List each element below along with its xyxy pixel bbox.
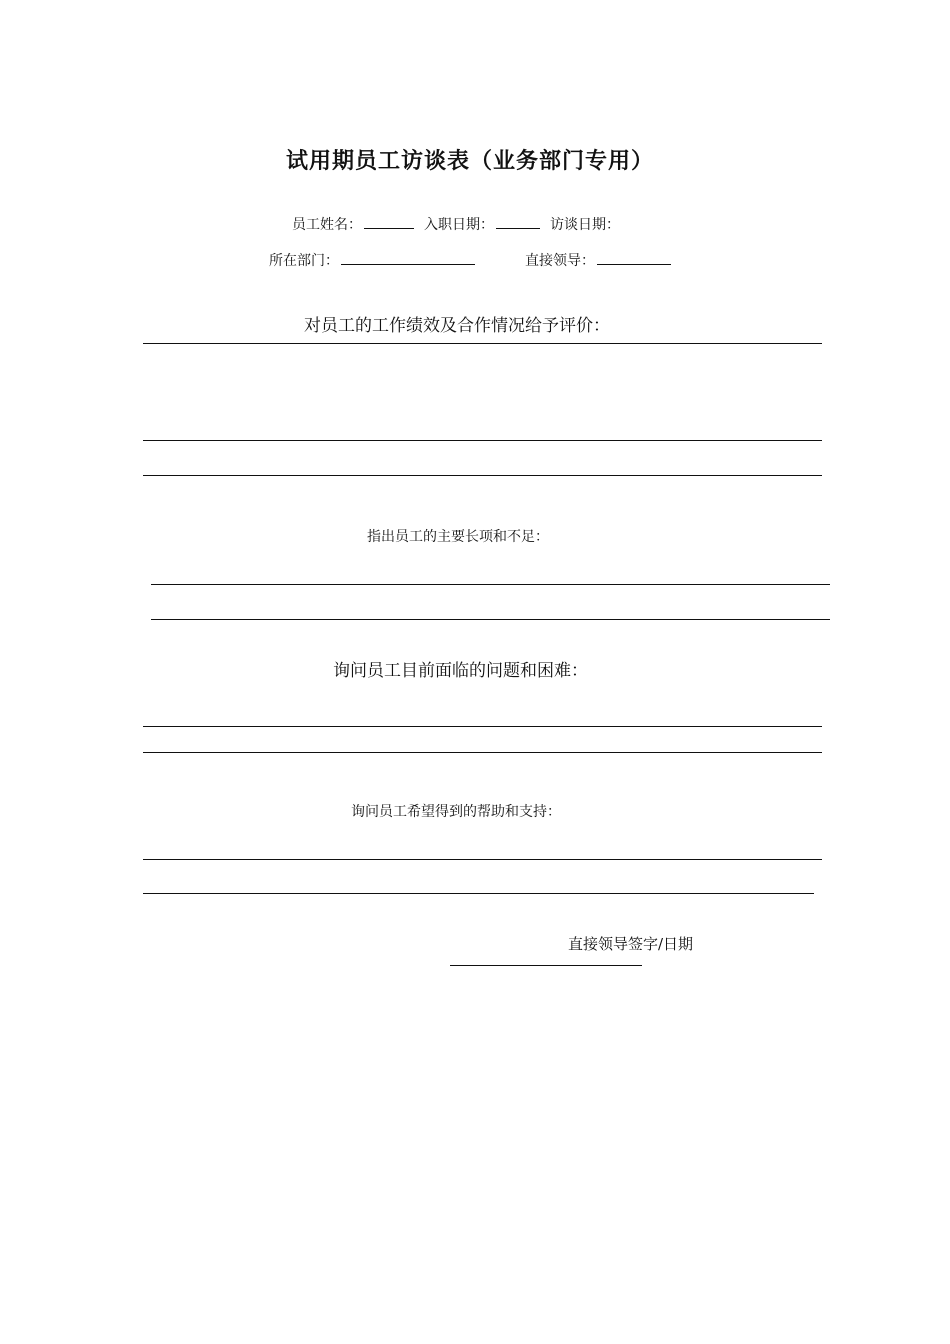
strengths-heading: 指出员工的主要长项和不足： [367,529,549,545]
direct-leader-field[interactable] [597,250,671,265]
employee-name-field[interactable] [364,214,414,229]
signature-label: 直接领导签字/日期 [568,935,694,953]
form-title: 试用期员工访谈表（业务部门专用） [285,149,654,174]
performance-line-3[interactable] [143,475,822,476]
direct-leader-label: 直接领导： [525,253,595,269]
signature-line[interactable] [450,965,642,966]
performance-line-2[interactable] [143,440,822,441]
strengths-line-1[interactable] [151,584,830,585]
entry-date-label: 入职日期： [424,217,494,233]
support-line-2[interactable] [143,893,814,894]
problems-heading: 询问员工目前面临的问题和困难： [333,661,588,681]
problems-line-1[interactable] [143,726,822,727]
department-label: 所在部门： [269,253,339,269]
support-heading: 询问员工希望得到的帮助和支持： [351,804,561,820]
problems-line-2[interactable] [143,752,822,753]
performance-line-1[interactable] [143,343,822,344]
support-line-1[interactable] [143,859,822,860]
info-row-2 [269,250,677,270]
department-field[interactable] [341,250,475,265]
strengths-line-2[interactable] [151,619,830,620]
interview-date-label: 访谈日期： [550,217,620,233]
performance-heading: 对员工的工作绩效及合作情况给予评价： [304,316,610,336]
entry-date-field[interactable] [496,214,540,229]
employee-name-label: 员工姓名： [292,217,362,233]
info-row-1 [292,214,620,234]
